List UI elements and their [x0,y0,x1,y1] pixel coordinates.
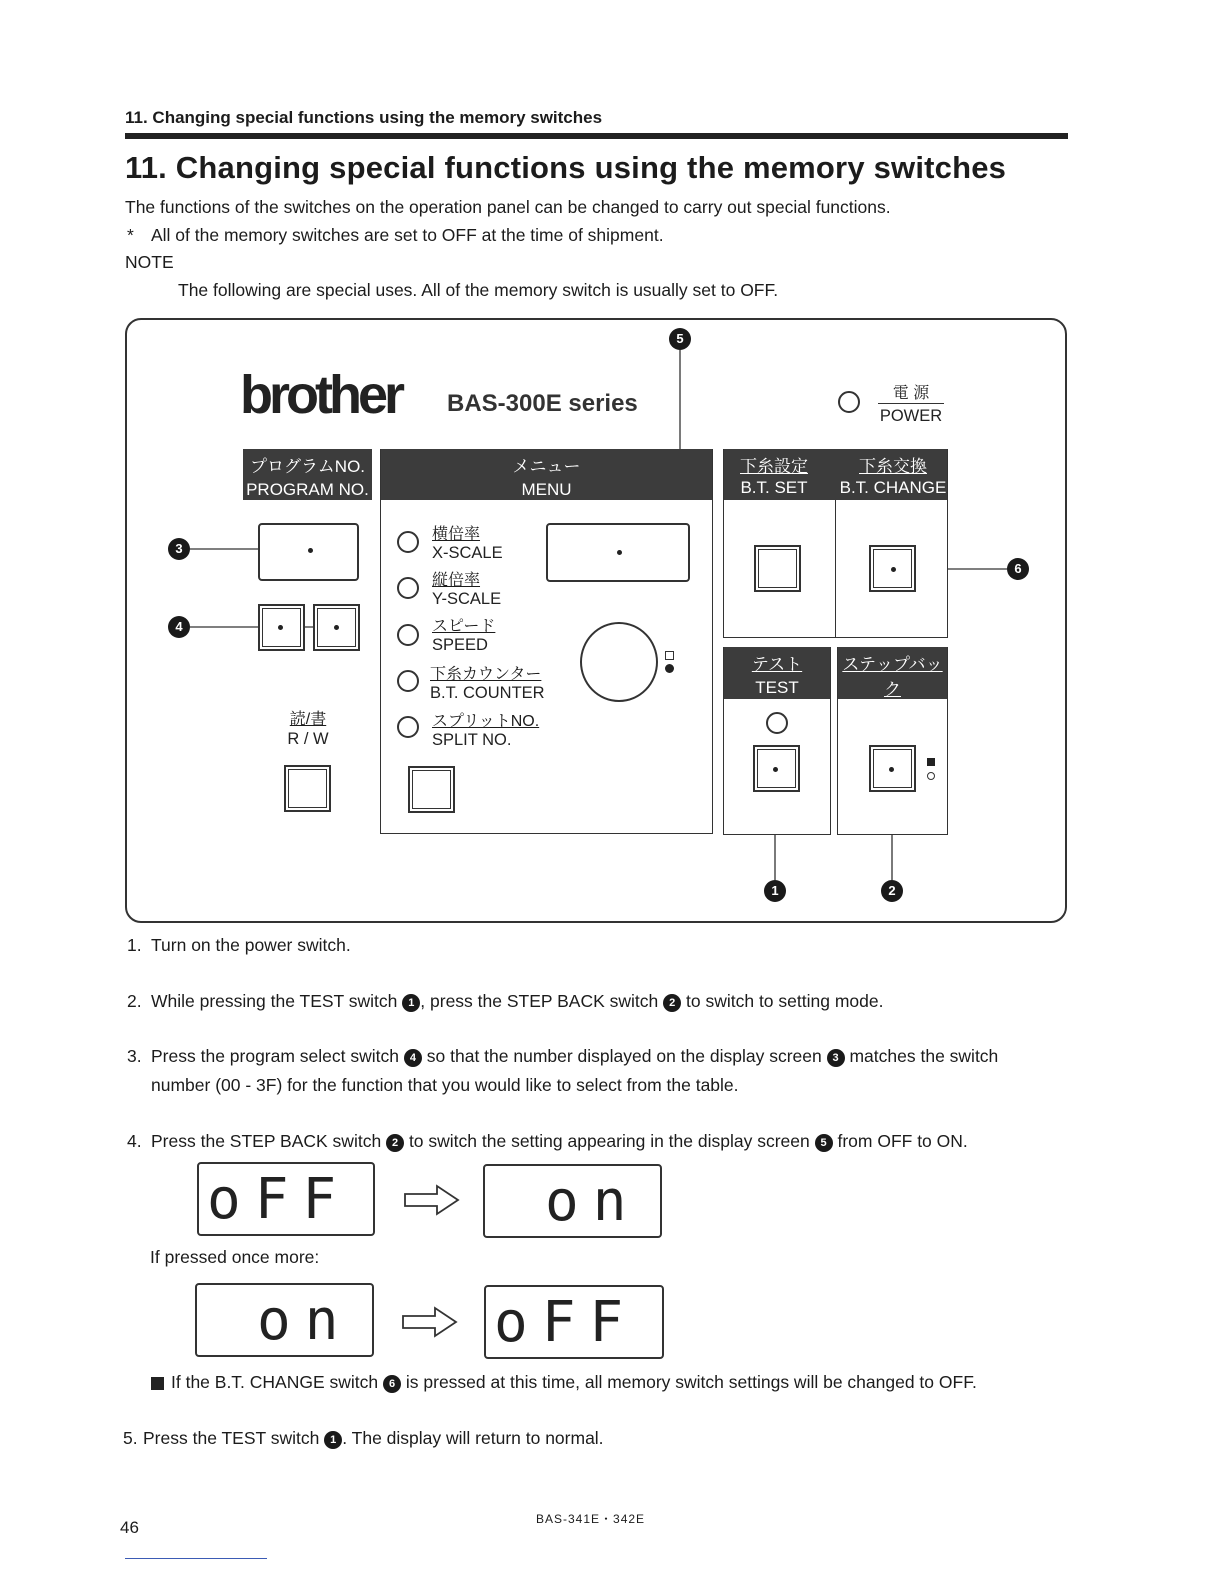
speed-lamp [397,624,419,646]
arrow-right-icon [401,1305,459,1339]
brother-logo: brother [240,365,401,425]
step-5-text [143,1428,604,1449]
program-no-jp: プログラムNO. [249,457,366,476]
display-text: oFF [494,1290,638,1355]
step-3-part: matches the switch [849,1046,999,1066]
rw-switch-inner [288,769,327,808]
callout-6-inline: 6 [383,1375,401,1393]
switch-dot [278,625,283,630]
running-header: 11. Changing special functions using the memory switches [125,108,603,127]
note-label: NOTE [125,252,174,272]
step-3-number: 3. [127,1046,142,1066]
note-square-bullet [151,1377,164,1390]
step-5-number: 5. [123,1428,138,1448]
program-no-header [243,449,372,500]
step-2-part: , press the STEP BACK switch [420,991,659,1011]
series-label: BAS-300E series [447,390,638,417]
arrow-right-icon [403,1183,461,1217]
bt-change-jp: 下糸交換 [859,457,927,476]
page-number: 46 [120,1518,139,1537]
speed-label: SPEED [432,636,488,654]
power-jp-label: 電 源 [878,380,944,404]
speed-jp: スピード [432,618,496,635]
bt-note-part: If the B.T. CHANGE switch [171,1372,379,1392]
y-scale-lamp [397,577,419,599]
split-no-jp: スプリットNO. [432,713,540,730]
step-back-jp: ステップバック [842,655,943,699]
step-4-part: Press the STEP BACK switch [151,1131,382,1151]
test-header [724,647,830,699]
step-back-indicator-square [927,758,935,766]
note-text: The following are special uses. All of the memory switch is usually set to OFF. [178,280,779,300]
callout-3: 3 [168,538,190,560]
bt-counter-jp: 下糸カウンター [430,666,542,683]
step-2-number: 2. [127,991,142,1011]
step-3-part: Press the program select switch [151,1046,400,1066]
callout-1: 1 [764,880,786,902]
split-no-label: SPLIT NO. [432,731,512,749]
bt-counter-lamp [397,670,419,692]
switch-dot [773,767,778,772]
step-4-part: from OFF to ON. [837,1131,968,1151]
display-text: on [545,1169,641,1234]
display-off-2 [484,1285,664,1359]
intro-text: The functions of the switches on the operation panel can be changed to carry out special functions. [125,197,891,217]
rw-jp-label: 読/書 [289,711,327,728]
step-2-part: While pressing the TEST switch [151,991,398,1011]
menu-header [381,449,712,500]
bt-counter-label: B.T. COUNTER [430,684,545,702]
menu-label: MENU [521,480,572,499]
menu-switch-inner [412,770,451,809]
step-5-part: . The display will return to normal. [342,1428,604,1448]
display-text: oFF [207,1167,351,1232]
step-5-part: Press the TEST switch [143,1428,320,1448]
callout-2-inline: 2 [663,994,681,1012]
y-scale-jp: 縦倍率 [432,572,481,589]
switch-dot [334,625,339,630]
bt-change-label: B.T. CHANGE [839,478,947,497]
step-3-text [151,1046,998,1067]
bt-set-jp: 下糸設定 [740,457,808,476]
step-back-label: STEP BACK [844,703,941,722]
callout-2-inline: 2 [386,1134,404,1152]
callout-1-inline: 1 [324,1431,342,1449]
bt-set-label: B.T. SET [740,478,808,497]
test-jp: テスト [751,655,803,674]
x-scale-lamp [397,531,419,553]
step-1-number: 1. [127,935,142,955]
dial-indicator-square [665,651,674,660]
bt-note-part: is pressed at this time, all memory switch settings will be changed to OFF. [405,1372,977,1392]
step-1-text: Turn on the power switch. [151,935,351,955]
callout-5: 5 [669,328,691,350]
test-lamp [766,712,788,734]
menu-jp: メニュー [512,457,581,476]
pressed-more-text: If pressed once more: [150,1247,320,1267]
step-back-header [838,647,947,722]
dial-indicator-dot [665,664,674,673]
display-on-2 [195,1283,374,1357]
step-3-part: so that the number displayed on the display screen [426,1046,822,1066]
footer-rule [125,1558,267,1559]
rw-label: R / W [287,730,329,748]
switch-dot [889,767,894,772]
callout-3-inline: 3 [827,1049,845,1067]
step-3-text-cont: number (00 - 3F) for the function that you would like to select from the table. [151,1075,739,1095]
program-no-label: PROGRAM NO. [246,480,369,499]
step-2-text [151,991,883,1012]
step-4-part: to switch the setting appearing in the display screen [408,1131,810,1151]
bullet-mark: * [127,225,134,245]
y-scale-label: Y-SCALE [432,590,502,608]
power-label: POWER [879,407,943,425]
menu-display-dot [617,550,622,555]
callout-5-inline: 5 [815,1134,833,1152]
step-4-number: 4. [127,1131,142,1151]
callout-4: 4 [168,616,190,638]
callout-1-inline: 1 [402,994,420,1012]
bullet-text: All of the memory switches are set to OFF at the time of shipment. [151,225,664,245]
test-label: TEST [755,678,799,697]
callout-2: 2 [881,880,903,902]
section-title: 11. Changing special functions using the memory switches [125,150,1007,185]
x-scale-label: X-SCALE [432,544,503,562]
program-display-dot [308,548,313,553]
bt-change-note [171,1372,977,1393]
switch-dot [891,567,896,572]
display-off-1 [197,1162,375,1236]
display-text: on [257,1288,353,1353]
power-lamp [838,391,860,413]
display-on-1 [483,1164,662,1238]
split-no-lamp [397,716,419,738]
callout-4-inline: 4 [404,1049,422,1067]
menu-dial[interactable] [580,622,658,702]
footer-model: BAS-341E・342E [536,1512,646,1526]
x-scale-jp: 横倍率 [432,526,481,543]
step-4-text [151,1131,968,1152]
callout-6: 6 [1007,558,1029,580]
step-2-part: to switch to setting mode. [686,991,884,1011]
step-back-indicator-circle [927,772,935,780]
bt-set-switch-inner [758,549,797,588]
